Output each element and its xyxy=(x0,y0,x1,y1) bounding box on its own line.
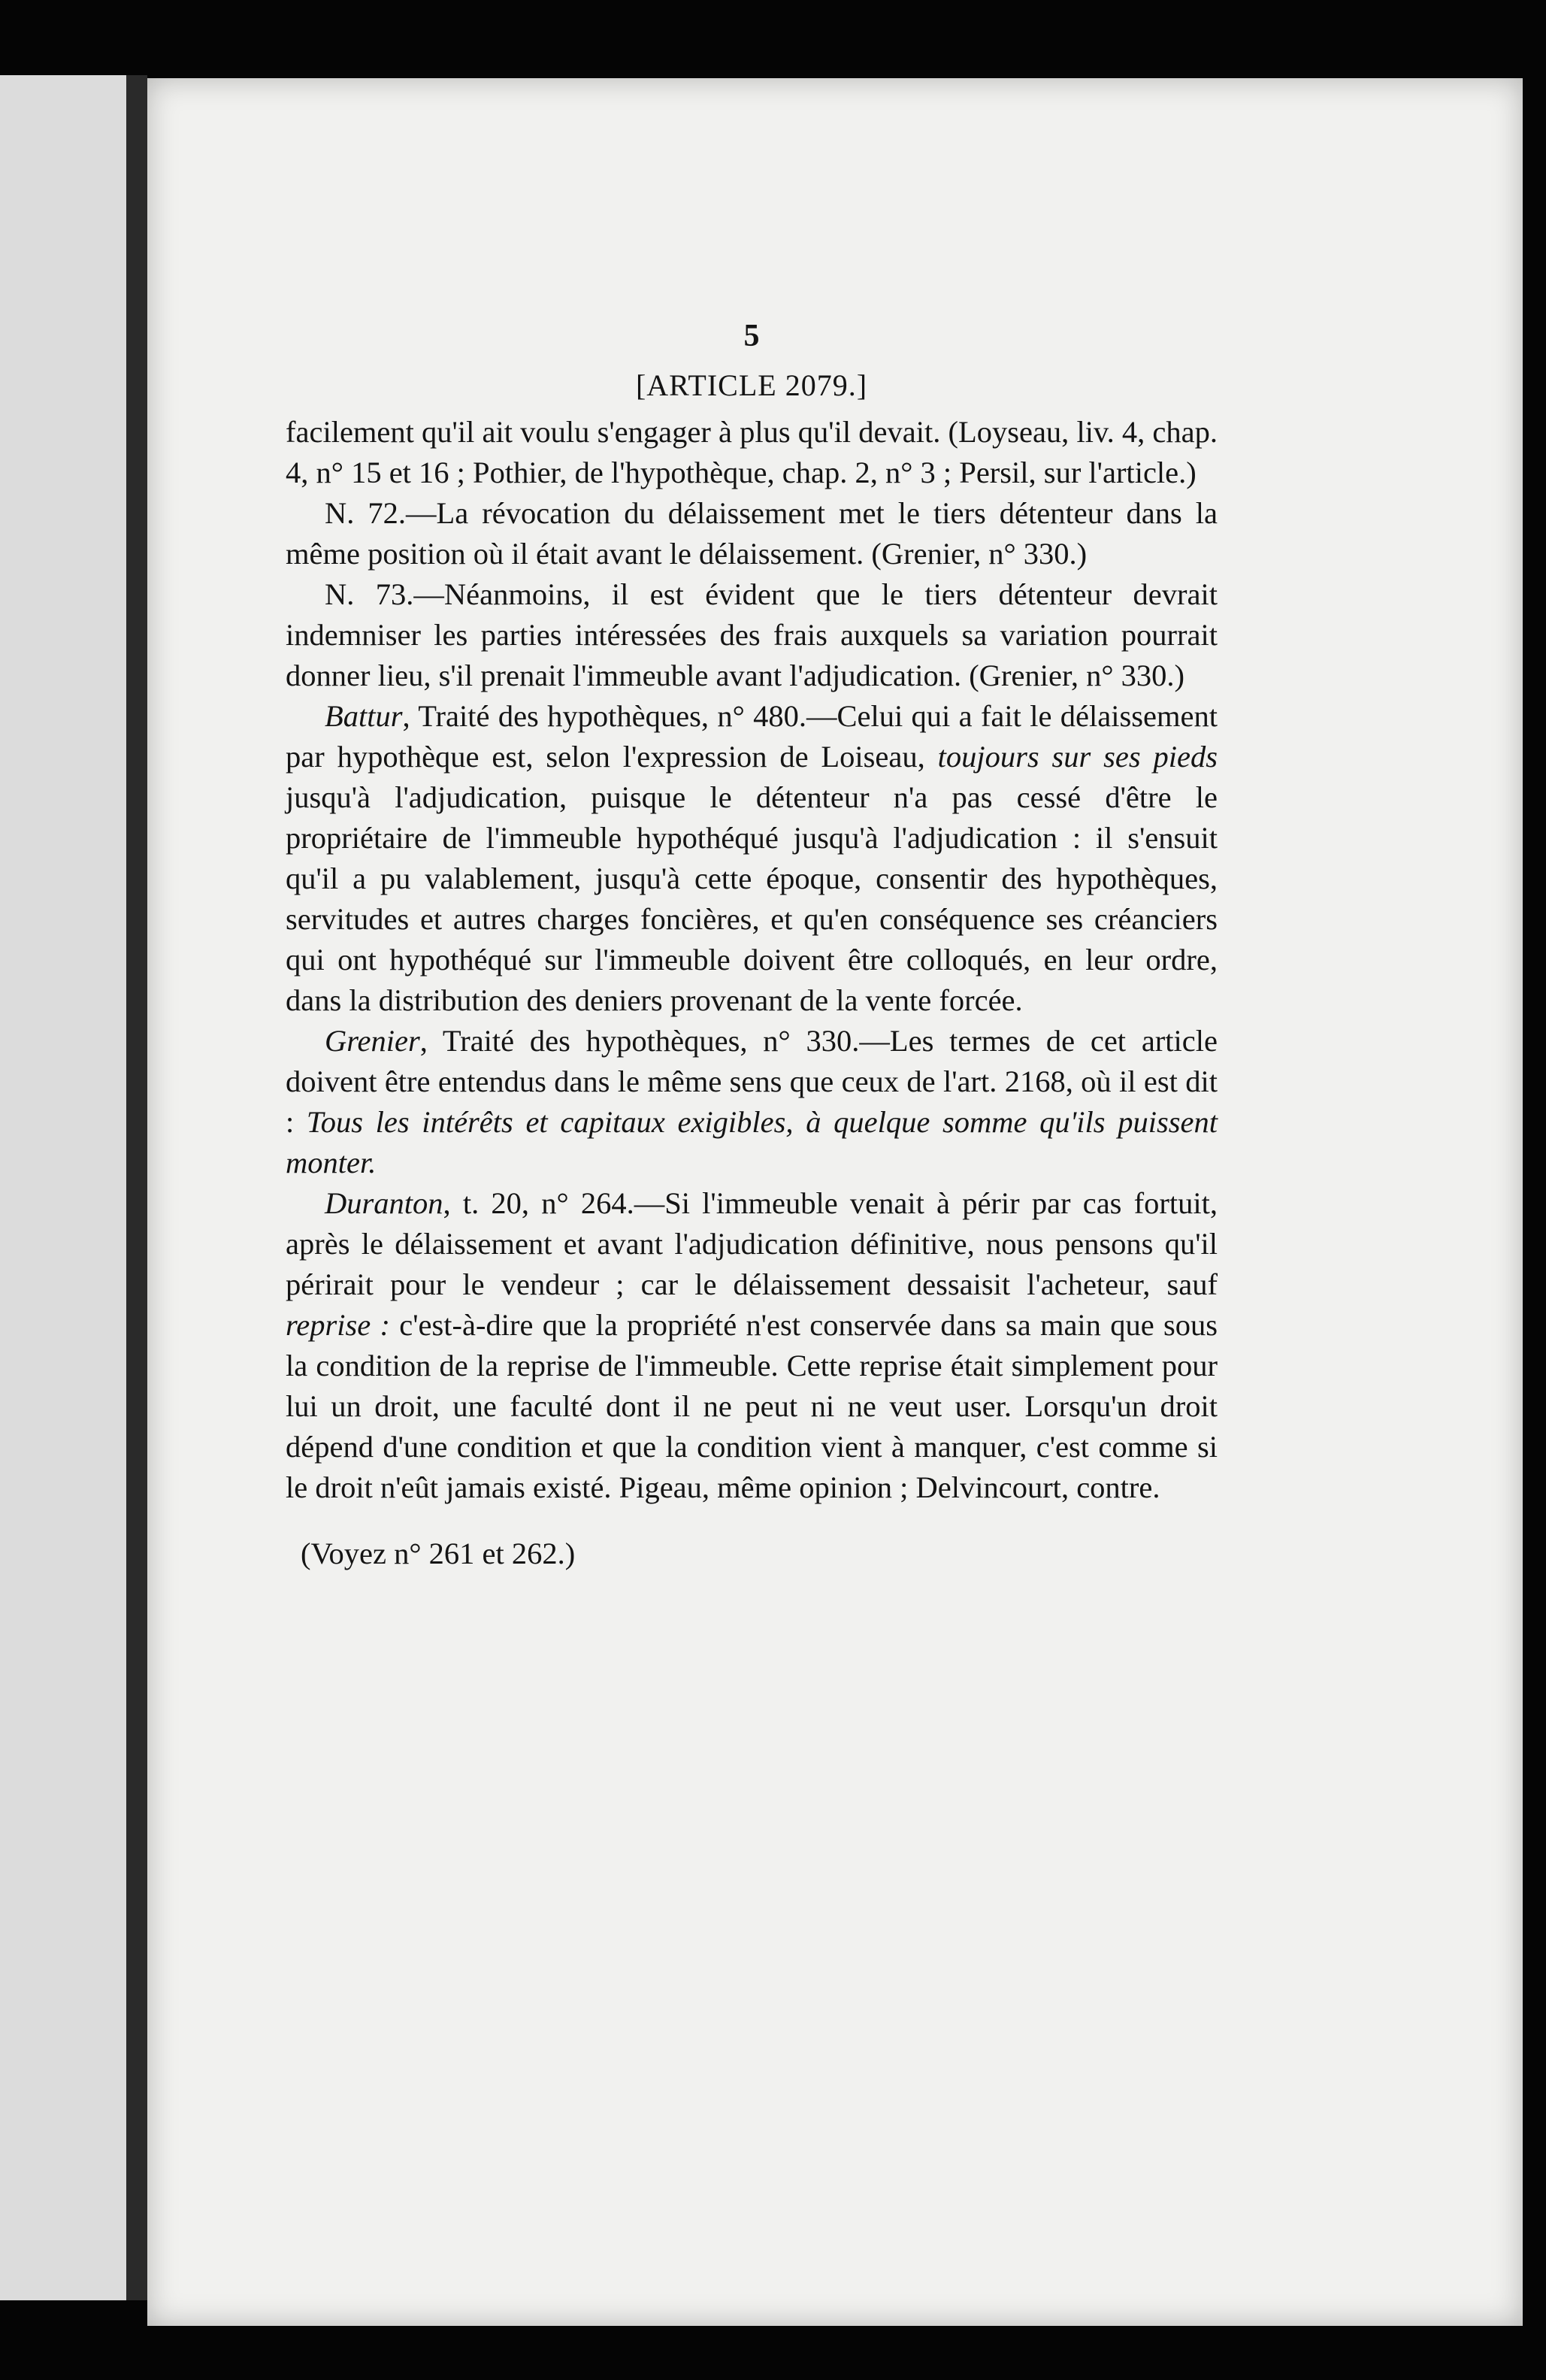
grenier-italic-quote: Tous les intérêts et capitaux exigibles, à quelque somme qu'ils puissent monter. xyxy=(286,1105,1218,1179)
page-text-block xyxy=(286,316,1218,1574)
paragraph-duranton xyxy=(286,1183,1218,1508)
duranton-text-b: c'est-à-dire que la propriété n'est conservée dans sa main que sous la condition de la reprise de l'immeuble. Cette reprise était simplement pour lui un droit, une faculté dont il ne peut ni ne veut user. Lorsqu'un droit dépend d'une condition et que la condition vient à manquer, c'est comme si le droit n'eût jamais existé. Pigeau, même opinion ; Delvincourt, contre. xyxy=(286,1308,1218,1504)
duranton-italic-word: reprise : xyxy=(286,1308,390,1342)
paragraph-continuation: facilement qu'il ait voulu s'engager à plus qu'il devait. (Loyseau, liv. 4, chap. 4, n° 15 et 16 ; Pothier, de l'hypothèque, chap. 2, n° 3 ; Persil, sur l'article.) xyxy=(286,415,1218,489)
grenier-text-a: , Traité des hypothèques, n° 330.—Les termes de cet article doivent être entendus dans le même sens que ceux de l'art. 2168, où il est dit : xyxy=(286,1024,1218,1139)
paragraph-n72: N. 72.—La révocation du délaissement met le tiers détenteur dans la même position où il était avant le délaissement. (Grenier, n° 330.) xyxy=(286,496,1218,571)
page-number: 5 xyxy=(743,319,760,353)
closing-note: (Voyez n° 261 et 262.) xyxy=(301,1537,576,1570)
battur-text-b: jusqu'à l'adjudication, puisque le détenteur n'a pas cessé d'être le propriétaire de l'immeuble hypothéqué jusqu'à l'adjudication : il s'ensuit qu'il a pu valablement, jusqu'à cette époque, consentir des hypothèques, servitudes et autres charges foncières, et qu'en conséquence ses créanciers qui ont hypothéqué sur l'immeuble doivent être colloqués, en leur ordre, dans la distribution des deniers provenant de la vente forcée. xyxy=(286,780,1218,1017)
author-grenier: Grenier xyxy=(325,1024,420,1058)
paragraph-battur xyxy=(286,696,1218,1021)
battur-italic-phrase: toujours sur ses pieds xyxy=(937,740,1218,774)
paragraph-n73: N. 73.—Néanmoins, il est évident que le tiers détenteur devrait indemniser les parties intéressées des frais auxquels sa variation pourrait donner lieu, s'il prenait l'immeuble avant l'adjudication. (Grenier, n° 330.) xyxy=(286,577,1218,692)
author-duranton: Duranton xyxy=(325,1186,443,1220)
facing-page-edge xyxy=(0,75,147,2300)
article-heading: [ARTICLE 2079.] xyxy=(635,368,868,402)
paragraph-grenier xyxy=(286,1021,1218,1183)
battur-text-a: , Traité des hypothèques, n° 480.—Celui qui a fait le délaissement par hypothèque est, selon l'expression de Loiseau, xyxy=(286,699,1218,774)
duranton-text-a: , t. 20, n° 264.—Si l'immeuble venait à périr par cas fortuit, après le délaissement et avant l'adjudication définitive, nous pensons qu'il périrait pour le vendeur ; car le délaissement dessaisit l'acheteur, sauf xyxy=(286,1186,1218,1301)
author-battur: Battur xyxy=(325,699,403,733)
